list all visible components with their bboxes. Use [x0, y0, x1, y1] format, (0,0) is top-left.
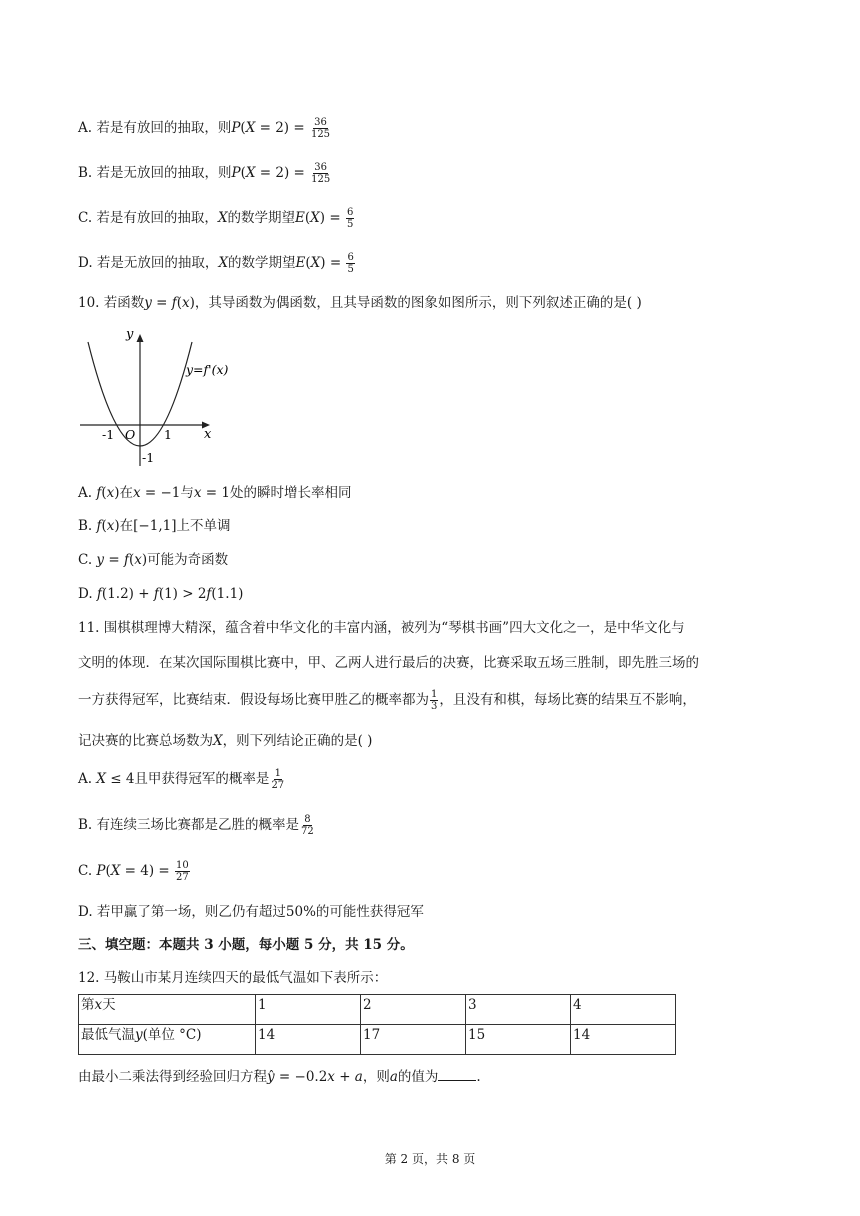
table-cell: 4	[571, 995, 676, 1025]
tick-neg1-x: -1	[102, 427, 115, 442]
temperature-table	[78, 994, 676, 1055]
table-row	[79, 1025, 676, 1055]
q11-line-2: 文明的体现．在某次国际围棋比赛中，甲、乙两人进行最后的决赛，比赛采取五场三胜制，即先胜三场的	[78, 655, 699, 671]
fraction: $\frac{8}{72}$	[301, 814, 314, 837]
x-axis-label: x	[204, 427, 212, 442]
answer-blank	[438, 1066, 476, 1081]
table-cell: 第𝑥天	[79, 995, 256, 1025]
fraction: $\frac{36}{125}$	[311, 162, 331, 185]
table-cell: 2	[361, 995, 466, 1025]
tick-pos1-x: 1	[164, 427, 172, 442]
q12-stem: 12. 马鞍山市某月连续四天的最低气温如下表所示：	[78, 970, 388, 986]
table-cell: 1	[256, 995, 361, 1025]
table-cell: 3	[466, 995, 571, 1025]
section-heading: 三、填空题：本题共 3 小题，每小题 5 分，共 15 分。	[78, 937, 414, 953]
q10-option-a: A. 𝑓(𝑥)在𝑥 = −1与𝑥 = 1处的瞬时增长率相同	[78, 485, 352, 501]
q11-line-1: 11. 围棋棋理博大精深，蕴含着中华文化的丰富内涵，被列为“琴棋书画”四大文化之一，是中华文化与	[78, 620, 685, 636]
table-cell: 15	[466, 1025, 571, 1055]
q10-stem: 10. 若函数𝑦 = 𝑓(𝑥)，其导函数为偶函数，且其导函数的图象如图所示，则下列叙述正确的是( )	[78, 295, 642, 311]
q9-option-d: D. 若是无放回的抽取，𝑋的数学期望𝐸(𝑋) = $\frac{6}{5}$	[78, 252, 354, 275]
q11-line-4: 记决赛的比赛总场数为𝑋，则下列结论正确的是( )	[78, 733, 373, 749]
table-row	[79, 995, 676, 1025]
fraction: $\frac{1}{3}$	[431, 689, 438, 712]
fraction: $\frac{36}{125}$	[310, 117, 331, 140]
q11-option-d: D. 若甲赢了第一场，则乙仍有超过50%的可能性获得冠军	[78, 904, 424, 920]
table-cell: 14	[256, 1025, 361, 1055]
y-axis-label: y	[126, 327, 134, 342]
tick-neg1-y: -1	[142, 450, 155, 465]
table-cell: 最低气温𝑦(单位 °C)	[79, 1025, 256, 1055]
q10-option-b: B. 𝑓(𝑥)在[−1,1]上不单调	[78, 518, 231, 534]
q10-option-d: D. 𝑓(1.2) + 𝑓(1) > 2𝑓(1.1)	[78, 586, 244, 602]
q11-option-c: C. 𝑃(𝑋 = 4) = $\frac{10}{27}$	[78, 860, 189, 883]
fraction: $\frac{6}{5}$	[346, 207, 354, 230]
y-axis-arrow	[137, 334, 144, 342]
q9-option-b: B. 若是无放回的抽取，则𝑃(𝑋 = 2) = $\frac{36}{125}$	[78, 162, 331, 185]
fraction: $\frac{1}{27}$	[271, 768, 285, 791]
q9-option-a: A. 若是有放回的抽取，则𝑃(𝑋 = 2) = $\frac{36}{125}$	[78, 117, 331, 140]
origin-label: O	[125, 427, 136, 442]
q11-line-3: 一方获得冠军，比赛结束．假设每场比赛甲胜乙的概率都为 $\frac{1}{3}$ ，且没有和棋，每场比赛的结果互不影响，	[78, 689, 696, 712]
page-footer: 第 2 页，共 8 页	[384, 1152, 476, 1166]
q10-option-c: C. 𝑦 = 𝑓(𝑥)可能为奇函数	[78, 552, 229, 568]
table-cell: 17	[361, 1025, 466, 1055]
fraction: $\frac{10}{27}$	[176, 860, 189, 883]
q12-tail: 由最小二乘法得到经验回归方程𝑦̂ = −0.2𝑥 + 𝑎，则𝑎的值为 .	[78, 1066, 481, 1087]
table-cell: 14	[571, 1025, 676, 1055]
q11-option-b: B. 有连续三场比赛都是乙胜的概率是 $\frac{8}{72}$	[78, 814, 314, 837]
curve-label: y=f'(x)	[186, 362, 229, 377]
derivative-graph	[78, 322, 238, 472]
q11-option-a: A. 𝑋 ≤ 4且甲获得冠军的概率是 $\frac{1}{27}$	[78, 768, 285, 791]
q9-option-c: C. 若是有放回的抽取，𝑋的数学期望𝐸(𝑋) = $\frac{6}{5}$	[78, 207, 354, 230]
fraction: $\frac{6}{5}$	[347, 252, 354, 275]
